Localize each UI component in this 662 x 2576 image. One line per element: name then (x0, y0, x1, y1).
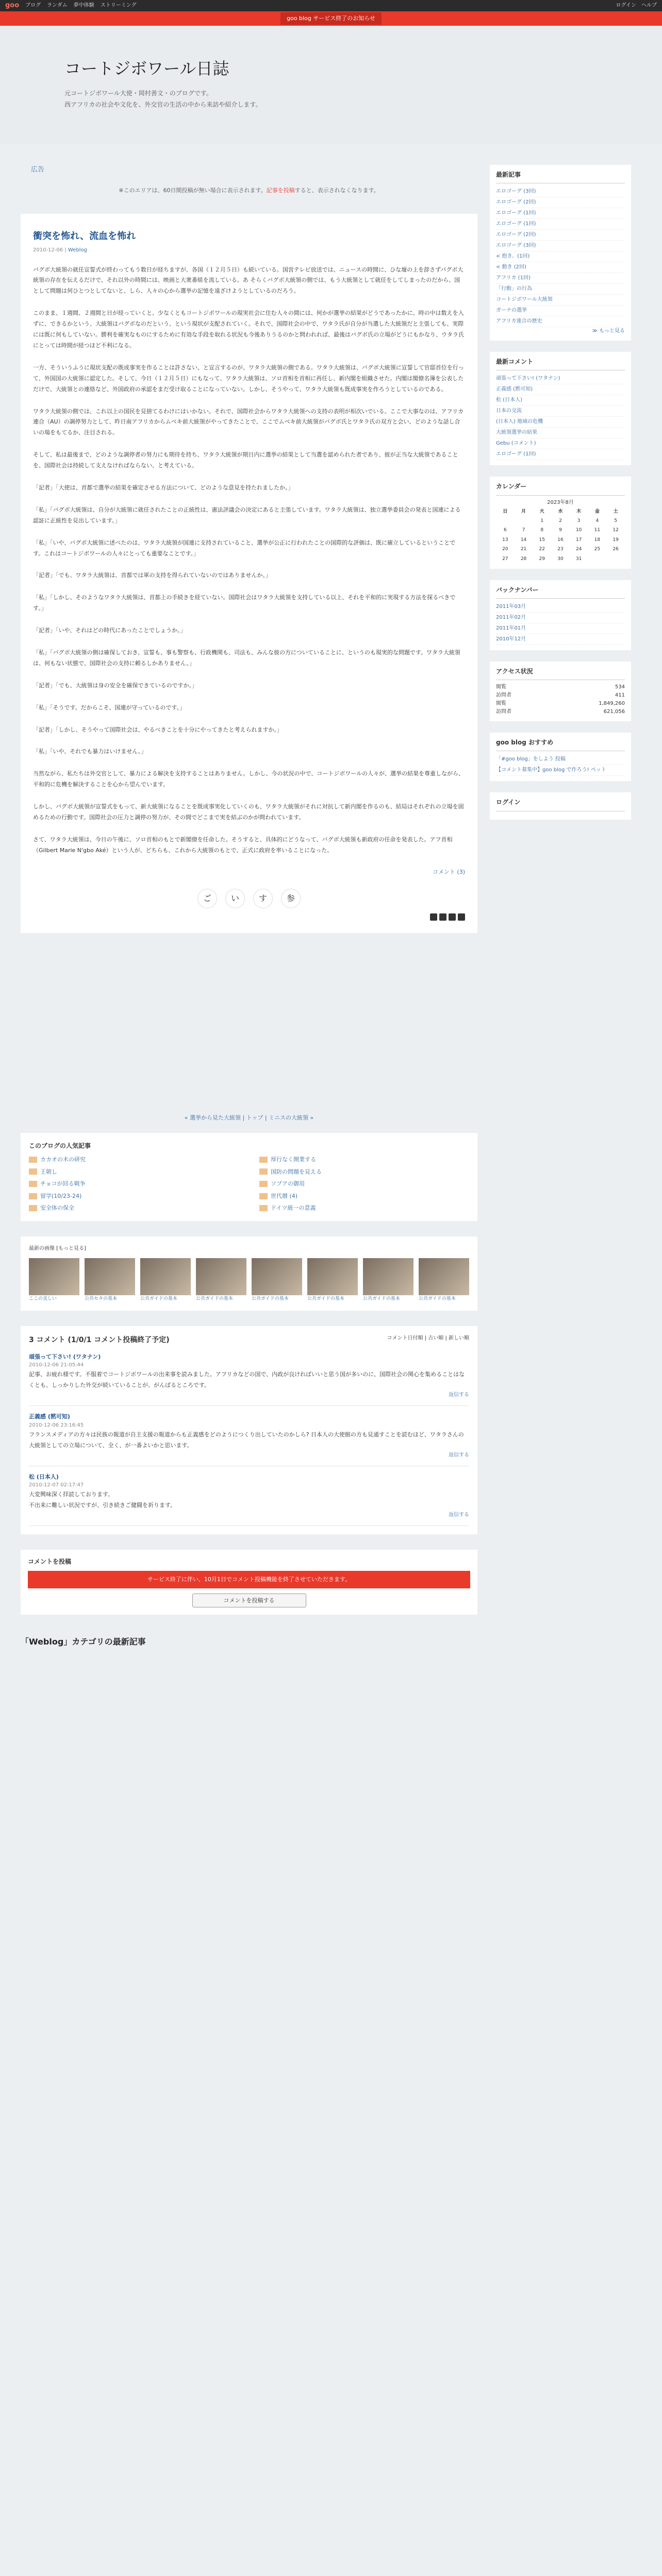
recent-item[interactable]: 「行動」の行為 (496, 284, 625, 295)
blog-title[interactable]: コートジボワール日誌 (64, 59, 229, 78)
reply-link[interactable]: 返信する (449, 1512, 469, 1518)
image-thumb[interactable]: 公共ガイドの基本 (307, 1258, 358, 1302)
x-share-icon[interactable] (430, 913, 437, 921)
article-thumb-icon (29, 1205, 37, 1211)
ad-text: ※このエリアは、60日間投稿が無い場合に表示されます。 (119, 187, 267, 194)
service-notice-bar (0, 11, 662, 26)
comment (29, 1466, 469, 1526)
comments-sidebar-title: 最新コメント (496, 357, 625, 370)
article-thumb-icon (259, 1193, 268, 1199)
reaction-buttons (33, 889, 465, 908)
back-item[interactable]: 2011年01月 (496, 623, 625, 634)
article-thumb-icon (259, 1181, 268, 1187)
reply-link[interactable]: 返信する (449, 1452, 469, 1458)
recent-item[interactable]: エロゴーグ (2回) (496, 197, 625, 208)
comment-author[interactable]: 頑張って下さい! (ワタナン) (29, 1353, 101, 1360)
recent-title: 最新記事 (496, 170, 625, 183)
article-thumb-icon (259, 1157, 268, 1163)
article-thumb-icon (29, 1168, 37, 1175)
ad-box (21, 181, 477, 214)
login-box (490, 792, 631, 819)
entry-paragraph: このまま、１週間、２週間と日が経っていくと、少なくともコートジボワールの現実社会に住む人々の間には、何かが選挙の結果がどうであったかに、時の中は数えを入ずに、できるかという、大統領はバグボなのだという、という現状が支配されていく。それで、国際社会の中で、ワタラ氏が自分が当選した大統領だと主張しても、実際には既に何もしていない。勝利を確実なものにするために有効な手段を取れる状況も今後ありうるのかと問われれば、最後はバグボ氏の立場がどうにもかなり、ウタラ氏にとっては時間が経つほど不利になる。 (33, 310, 464, 349)
entry-paragraph: 一方、そういうふうに現状支配の既成事実を作ることは許さない、と宣言するのが、ワタラ大統領の側である。ワタラ大統領は、バグボ大統領に宣誓して官邸首位を行って、外国国の大統領に認定した。そして、今日（１２月５日）にもなって、ワタラ大統領は、ソロ首相を首相に再任し、新内閣を組織させた。内閣は閣僚名簿を公表しただけで、大統領との連絡など、外国政府の承認をまだ受け取ることになっていない。しかし、そうやって、ワタラ大統領も既成事実を作ろうとしているのである。 (33, 364, 464, 393)
recent-item[interactable]: アフリカ (1回) (496, 273, 625, 284)
comment-text: フランスメディアの方々は民族の報道が自主支援の報道からも正義感をどのようにつくり出していたのかしら? 日本人の大使館の方も見通すことを読むほど、ワタラさんの大統領としての立場について、全く、が一番よいかと思います。 (29, 1431, 464, 1449)
comment (29, 1346, 469, 1406)
comment-text: 記事、お疲れ様です。不服着でコートジボワールの出来事を読みました。アフリカなどの国で、内政が良ければいいと思う国が多いのに、国際社会の関心を集めることはなくとも、しっかりした外交が続いていることが、がんばるところです。 (29, 1371, 465, 1389)
image-thumb[interactable]: 公共ガイドの基本 (196, 1258, 246, 1302)
comment (29, 1406, 469, 1466)
popular-item[interactable]: 王朝し (29, 1167, 239, 1177)
comment-text: 大変興味深く拝読しております。 不出来に難しい状況ですが、引き続きご健闘を祈ります。 (29, 1491, 176, 1509)
post-navigation (21, 1103, 477, 1133)
entry-body (33, 265, 465, 856)
recent-comment[interactable]: 頑張って下さい! (ワタナン) (496, 374, 625, 384)
post-article-link[interactable]: 記事を投稿 (266, 187, 295, 194)
image-thumb[interactable]: 公共ガイドの基本 (419, 1258, 469, 1302)
article-thumb-icon (29, 1181, 37, 1187)
back-item[interactable]: 2010年12月 (496, 634, 625, 645)
comment-author[interactable]: 正義感 (黙可知) (29, 1413, 70, 1420)
back-item[interactable]: 2011年02月 (496, 613, 625, 623)
goo-item[interactable]: 「#goo blog」をしよう 投稿 (496, 754, 625, 765)
recent-comment[interactable]: 正義感 (黙可知) (496, 384, 625, 395)
reply-link[interactable]: 返信する (449, 1392, 469, 1398)
calendar-table: 日 月 火 水 木 金 土 1 2 3 4 5 6 7 8 9 10 11 12 13 14 15 16 17 18 19 20 21 22 23 24 25 26 27 28 29 30 31 (502, 509, 619, 562)
login-link[interactable]: ログイン (616, 3, 636, 8)
entry-paragraph: さて、ワタラ大統領は、今日の午後に、ソロ首相のもとで新閣僚を任命した。そうすると、具体的にどうなって、バグボ大統領も新政府の任命を発表した。アフ首相（Gilbert Marie N'gbo Aké）という人が、どちらも、これから大統領のもとで、正式に政府を率いることになった。 (33, 836, 453, 854)
main-column (21, 144, 477, 1654)
latest-images-title: 最新の画像 [もっと見る] (29, 1246, 86, 1251)
recent-item[interactable]: < 動き (2回) (496, 262, 625, 273)
recent-articles (490, 165, 631, 341)
goo-item[interactable]: 【コメント募集中】goo blog で作ろう! ペット (496, 765, 625, 776)
recent-item[interactable]: エロゴーグ (1回) (496, 219, 625, 230)
topbar (0, 0, 662, 11)
comments-section (21, 1326, 477, 1534)
topbar-link[interactable]: ブログ (25, 3, 41, 8)
facebook-share-icon[interactable] (439, 913, 446, 921)
popular-item[interactable]: 留学(10/23-24) (29, 1192, 239, 1201)
comment-count-link[interactable]: コメント (3) (432, 868, 465, 875)
goo-title: goo blog おすすめ (496, 738, 625, 751)
image-thumb[interactable]: 公共ガイドの基本 (252, 1258, 302, 1302)
sidebar (490, 144, 631, 1654)
recent-comment[interactable]: 日本の交流 (496, 406, 625, 417)
popular-item[interactable]: ドイツ統一の意義 (259, 1204, 469, 1213)
entry-paragraph: 「私」「バグボ大統領の側は確保しておき、宣誓も、事も警察も、行政機関も、司法も、みんな彼の方についていることに、というのも現実的な問題です。ワタラ大統領は、何もない状態で、国際社会の支持に頼るしかありません。」 (33, 649, 460, 667)
image-thumb[interactable]: ここの美しい (29, 1258, 79, 1302)
popular-item[interactable]: カカオの木の研究 (29, 1155, 239, 1164)
back-item[interactable]: 2011年03月 (496, 602, 625, 613)
calendar (490, 477, 631, 569)
post-warning: サービス終了に伴い、10月1日でコメント投稿機能を終了させていただきます。 (28, 1571, 470, 1588)
help-link[interactable]: ヘルプ (641, 3, 657, 8)
reaction-button[interactable]: 参 (281, 889, 301, 908)
blog-header (0, 26, 662, 144)
recent-item[interactable]: コートジボワール大統領 (496, 295, 625, 306)
post-title: コメントを投稿 (28, 1557, 72, 1565)
calendar-month: 2023年8月 (547, 499, 574, 505)
latest-images (21, 1236, 477, 1311)
topbar-link[interactable]: ランダム (47, 3, 68, 8)
topbar-link[interactable]: 夢中体験 (73, 3, 94, 8)
entry (21, 214, 477, 933)
recent-comment[interactable]: エロゴーグ (1回) (496, 449, 625, 460)
popular-item[interactable]: ソブアの御用 (259, 1179, 469, 1189)
entry-paragraph: 「私」「そうです。だからこそ、国連が守っているのです。」 (33, 704, 186, 711)
login-title: ログイン (496, 798, 625, 811)
popular-title: このブログの人気記事 (29, 1142, 91, 1149)
entry-paragraph: 「記者」「大使は、首都で選挙の結果を確定させる方法について、どのような意見を持たれましたか。」 (33, 484, 294, 491)
article-thumb-icon (29, 1157, 37, 1163)
entry-paragraph: 「記者」「しかし、そうやって国際社会は、やるべきことを十分にやってきたと考えられますか。」 (33, 726, 283, 733)
comments-title: 3 コメント (1/0/1 コメント投稿終了予定) (29, 1336, 170, 1345)
popular-item[interactable]: 厚行なく開業する (259, 1155, 469, 1164)
popular-articles (21, 1133, 477, 1221)
recent-comments (490, 352, 631, 465)
reaction-button[interactable]: い (225, 889, 245, 908)
access-title: アクセス状況 (496, 667, 625, 680)
calendar-title: カレンダー (496, 482, 625, 495)
recent-item[interactable]: エロゴーグ (1回) (496, 208, 625, 219)
article-thumb-icon (259, 1168, 268, 1175)
content-wrap (0, 144, 662, 1654)
recent-comment[interactable]: 松 (日本人) (496, 395, 625, 406)
entry-title[interactable]: 衝突を怖れ、流血を怖れ (33, 230, 136, 242)
share-icons (33, 913, 465, 921)
recent-item[interactable]: ガーナの選挙 (496, 306, 625, 316)
article-thumb-icon (259, 1205, 268, 1211)
entry-paragraph: 「記者」「いや、それはどの時代にあったことでしょうか。」 (33, 627, 186, 634)
entry-meta: 2010-12-06 | Weblog (33, 247, 87, 253)
recent-comment[interactable]: Gebu (コメント) (496, 438, 625, 449)
topbar-link[interactable]: ストリーミング (100, 3, 137, 8)
access-stats: アクセス状況 閲覧 534 訪問者 411 閲覧 1,849,260 訪問者 621,056 (490, 662, 631, 721)
goo-recommend (490, 733, 631, 781)
entry-paragraph: ワタラ大統領の側では、これ以上の国民を見捨てるわけにはいかない。それで、国際社会からワタラ大統領への支持の表明が相次いでいる。ここで大事なのは、アフリカ連合（AU）の調停努力として、昨日南アフリカからムベキ前大統領がやってきたことで、ここでムベキ前大統領がバグボ氏とワタラ氏の双方と会い、どのような話し合いの場をもてるか、注目される。 (33, 408, 464, 436)
recent-item[interactable]: アフリカ連合の歴史 (496, 316, 625, 327)
recent-item[interactable]: エロゴーグ (3回) (496, 187, 625, 197)
hatena-share-icon[interactable] (458, 913, 465, 921)
entry-paragraph: 「記者」「でも、ワタラ大統領は、首都では軍の支持を得られていないのではありませんか。」 (33, 572, 271, 579)
recent-item[interactable]: エロゴーグ (3回) (496, 241, 625, 251)
post-navigation-links[interactable]: « 選挙から見た大統領 | トップ | ミニスの大統領 » (184, 1114, 314, 1122)
post-comment-button[interactable]: コメントを投稿する (192, 1594, 306, 1608)
ad-text-2: すると、表示されなくなります。 (294, 187, 379, 194)
comment-date: 2010-12-06 23:16:45 (29, 1422, 84, 1428)
image-thumb[interactable]: 公共セタの基本 (85, 1258, 135, 1302)
popular-item[interactable]: 安全体の保全 (29, 1204, 239, 1213)
line-share-icon[interactable] (449, 913, 456, 921)
entry-date: 2010-12-06 (33, 247, 63, 253)
recent-comment[interactable]: 大統領選挙の結果 (496, 428, 625, 438)
reaction-button[interactable]: ご (197, 889, 217, 908)
entry-category[interactable]: Weblog (68, 247, 87, 253)
blog-description: 元コートジボワール大使・岡村善文・のブログです。 西アフリカの社会や文化を、外交官の生活の中から来訪や紹介します。 (64, 90, 262, 108)
entry-paragraph: 「私」「パグボ大統領は、自分が大統領に就任されたことの正統性は、憲法評議会の決定にあると主張しています。ワタラ大統領は、独立選挙委員会の発表と国連による認証に正統性を見出しています。」 (33, 506, 461, 524)
comment-post-box (21, 1550, 477, 1615)
image-thumb[interactable]: 公共ガイドの基本 (140, 1258, 191, 1302)
entry-paragraph: 「私」「しかし、そのようなワタラ大統領は、首都上の手続きを経ていない。国際社会はワタラ大統領を支持している以上、それを平和的に実現する方法を探るべきです。」 (33, 594, 456, 612)
entry-paragraph: そして、私は最後まで、どのような調停者の努力にも期待を持ち、ワタラ大統領が期日内に選挙の結果として当選を認められた者であり、彼が正当な大統領であることを、国際社会は持続して支えなければならない、と考えている。 (33, 451, 458, 469)
spacer (21, 948, 477, 1103)
comment-author[interactable]: 松 (日本人) (29, 1473, 59, 1480)
recent-item[interactable]: < 抱き、(1回) (496, 251, 625, 262)
entry-paragraph: 当然ながら、私たちは外交官として、暴力による解決を支持することはありません。しかし、今の状況の中で、コートジボワールの人々が、選挙の結果を尊重しながら、平和的に危機を解決することを心から望んでいます。 (33, 770, 464, 788)
popular-item[interactable]: 世代暦 (4) (259, 1192, 469, 1201)
recent-comment[interactable]: (日本人) 地域の危機 (496, 417, 625, 428)
category-latest-title: 「Weblog」カテゴリの最新記事 (21, 1637, 146, 1647)
service-notice-link[interactable]: goo blog サービス終了のお知らせ (280, 12, 382, 25)
image-thumb[interactable]: 公共ガイドの基本 (363, 1258, 413, 1302)
entry-paragraph: 「私」「いや、バグボ大統領に述べたのは、ワタラ大統領が国連に支持されていること、選挙が公正に行われたことの国際的な評価は、既に確立しているということです。これはコートジボワールの人々にとっても重要なことです。」 (33, 539, 456, 557)
comment-date: 2010-12-07 02:17:47 (29, 1482, 84, 1488)
popular-item[interactable]: 国防の問題を見える (259, 1167, 469, 1177)
ad-caption: 広告 (31, 166, 45, 174)
entry-paragraph: しかし、バグボ大統領が宣誓式をもって、新大統領になることを既成事実化していくのも、ワタラ大統領がそれに対抗して新内閣を作るのも、結局はそれぞれの立場を固めるための行動です。国際社会の圧力と調停の努力が、その間でどこまで実を結ぶのかが問われています。 (33, 803, 464, 821)
goo-logo[interactable]: goo (5, 1, 20, 9)
entry-paragraph: 「記者」「でも、大統領は身の安全を確保できているのですか。」 (33, 682, 197, 689)
recent-item[interactable]: エロゴーグ (2回) (496, 230, 625, 241)
reaction-button[interactable]: す (253, 889, 273, 908)
back-numbers (490, 580, 631, 650)
more-link[interactable]: ≫ もっと見る (592, 328, 625, 334)
entry-paragraph: バグボ大統領の就任宣誓式が終わってもう数日が経ちますが、各国（１２月５日）も続いている。国営テレビ放送では、ニュースの時間に、ひな壇の上を辞さずパグボ大統領の存在を伝えるだけで、それ以外の時間には、映画と大衆番組を流している。あ そらくバグボ大統領の側では、もう大統領として就任をしてしまったのだから、国として問題は何ひとつとしてないと、しら、人々の心から選挙の記憶を遠ざけようとしているのだろう。 (33, 266, 464, 295)
popular-item[interactable]: チョコが回る戦争 (29, 1179, 239, 1189)
comments-sort[interactable]: コメント日付順 | 古い順 | 新しい順 (387, 1335, 469, 1342)
entry-paragraph: 「私」「いや、それでも暴力はいけません。」 (33, 748, 147, 755)
back-title: バックナンバー (496, 585, 625, 599)
comment-date: 2010-12-06 21:05:44 (29, 1362, 84, 1368)
article-thumb-icon (29, 1193, 37, 1199)
